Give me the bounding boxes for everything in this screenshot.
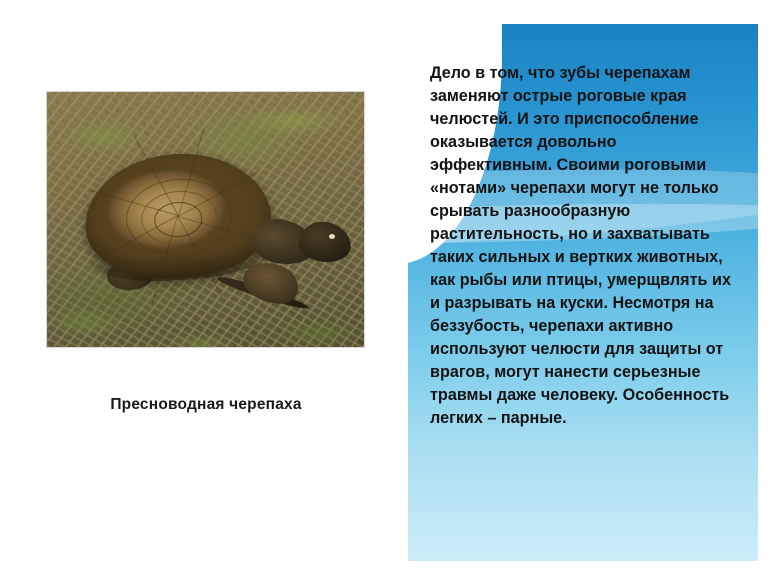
turtle-photo — [46, 91, 365, 348]
turtle-eye — [329, 234, 335, 239]
photo-ground-texture — [47, 92, 364, 347]
page-margin-left — [0, 0, 22, 585]
page-margin-bottom — [0, 561, 780, 585]
page-margin-top — [0, 0, 780, 24]
image-caption: Пресноводная черепаха — [110, 396, 302, 413]
page-margin-right — [758, 0, 780, 585]
slide-body-text: Дело в том, что зубы черепахам заменяют острые роговые края челюстей. И это приспособление оказывается довольно эффективным. Своими роговыми «нотами» черепахи могут не только срывать разнообразную растительность, но и захватывать таких сильных и вертких животных, как рыбы или птицы, умерщвлять их и разрывать на куски. Несмотря на беззубость, черепахи активно используют челюсти для защиты от врагов, могут нанести серьезные травмы даже человеку. Особенность легких – парные. — [430, 64, 731, 427]
